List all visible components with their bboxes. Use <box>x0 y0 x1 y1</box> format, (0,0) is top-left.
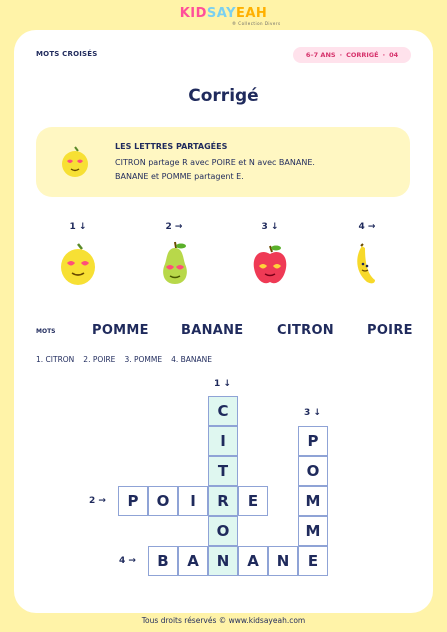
grid-clue-3: 3 ↓ <box>304 408 321 418</box>
banana-icon <box>347 240 387 288</box>
shared-line-2: BANANE et POMME partagent E. <box>115 172 244 181</box>
grid-cell: A <box>178 546 208 576</box>
grid-cell: E <box>238 486 268 516</box>
grid-cell: N <box>208 546 238 576</box>
grid-clue-1: 1 ↓ <box>214 379 231 389</box>
grid-cell: M <box>298 486 328 516</box>
lemon-icon <box>60 145 90 179</box>
worksheet-type: MOTS CROISÉS <box>36 50 98 58</box>
shared-title: LES LETTRES PARTAGÉES <box>115 142 228 151</box>
clue-label-2: 2 → <box>165 222 183 232</box>
clue-label-4: 4 → <box>358 222 376 232</box>
apple-icon <box>250 240 290 288</box>
words-label: MOTS <box>36 328 56 335</box>
grid-cell: O <box>298 456 328 486</box>
worksheet-badge: 6–7 ANS · CORRIGÉ · 04 <box>293 47 411 63</box>
shared-line-1: CITRON partage R avec POIRE et N avec BANANE. <box>115 158 315 167</box>
grid-cell: N <box>268 546 298 576</box>
page-title: Corrigé <box>188 86 259 106</box>
pear-icon <box>155 240 195 288</box>
grid-cell: P <box>298 426 328 456</box>
word-list-item: BANANE <box>181 323 244 338</box>
grid-cell: C <box>208 396 238 426</box>
shared-letters-box <box>36 127 410 197</box>
grid-cell: T <box>208 456 238 486</box>
word-list-item: POMME <box>92 323 149 338</box>
grid-cell: A <box>238 546 268 576</box>
grid-cell: O <box>148 486 178 516</box>
grid-cell: B <box>148 546 178 576</box>
clue-label-1: 1 ↓ <box>69 222 87 232</box>
grid-cell: R <box>208 486 238 516</box>
clue-label-3: 3 ↓ <box>261 222 279 232</box>
grid-clue-4: 4 → <box>119 556 136 566</box>
grid-cell: P <box>118 486 148 516</box>
grid-cell: I <box>208 426 238 456</box>
word-list-item: CITRON <box>277 323 334 338</box>
grid-cell: E <box>298 546 328 576</box>
footer-copyright: Tous droits réservés © www.kidsayeah.com <box>141 616 306 625</box>
lemon-icon <box>58 240 98 288</box>
answer-order: 1. CITRON 2. POIRE 3. POMME 4. BANANE <box>36 355 212 364</box>
grid-cell: I <box>178 486 208 516</box>
grid-cell: O <box>208 516 238 546</box>
grid-clue-2: 2 → <box>89 496 106 506</box>
grid-cell: M <box>298 516 328 546</box>
brand-logo: KIDSAYEAH ® Collection Divers <box>179 6 281 26</box>
word-list-item: POIRE <box>367 323 413 338</box>
